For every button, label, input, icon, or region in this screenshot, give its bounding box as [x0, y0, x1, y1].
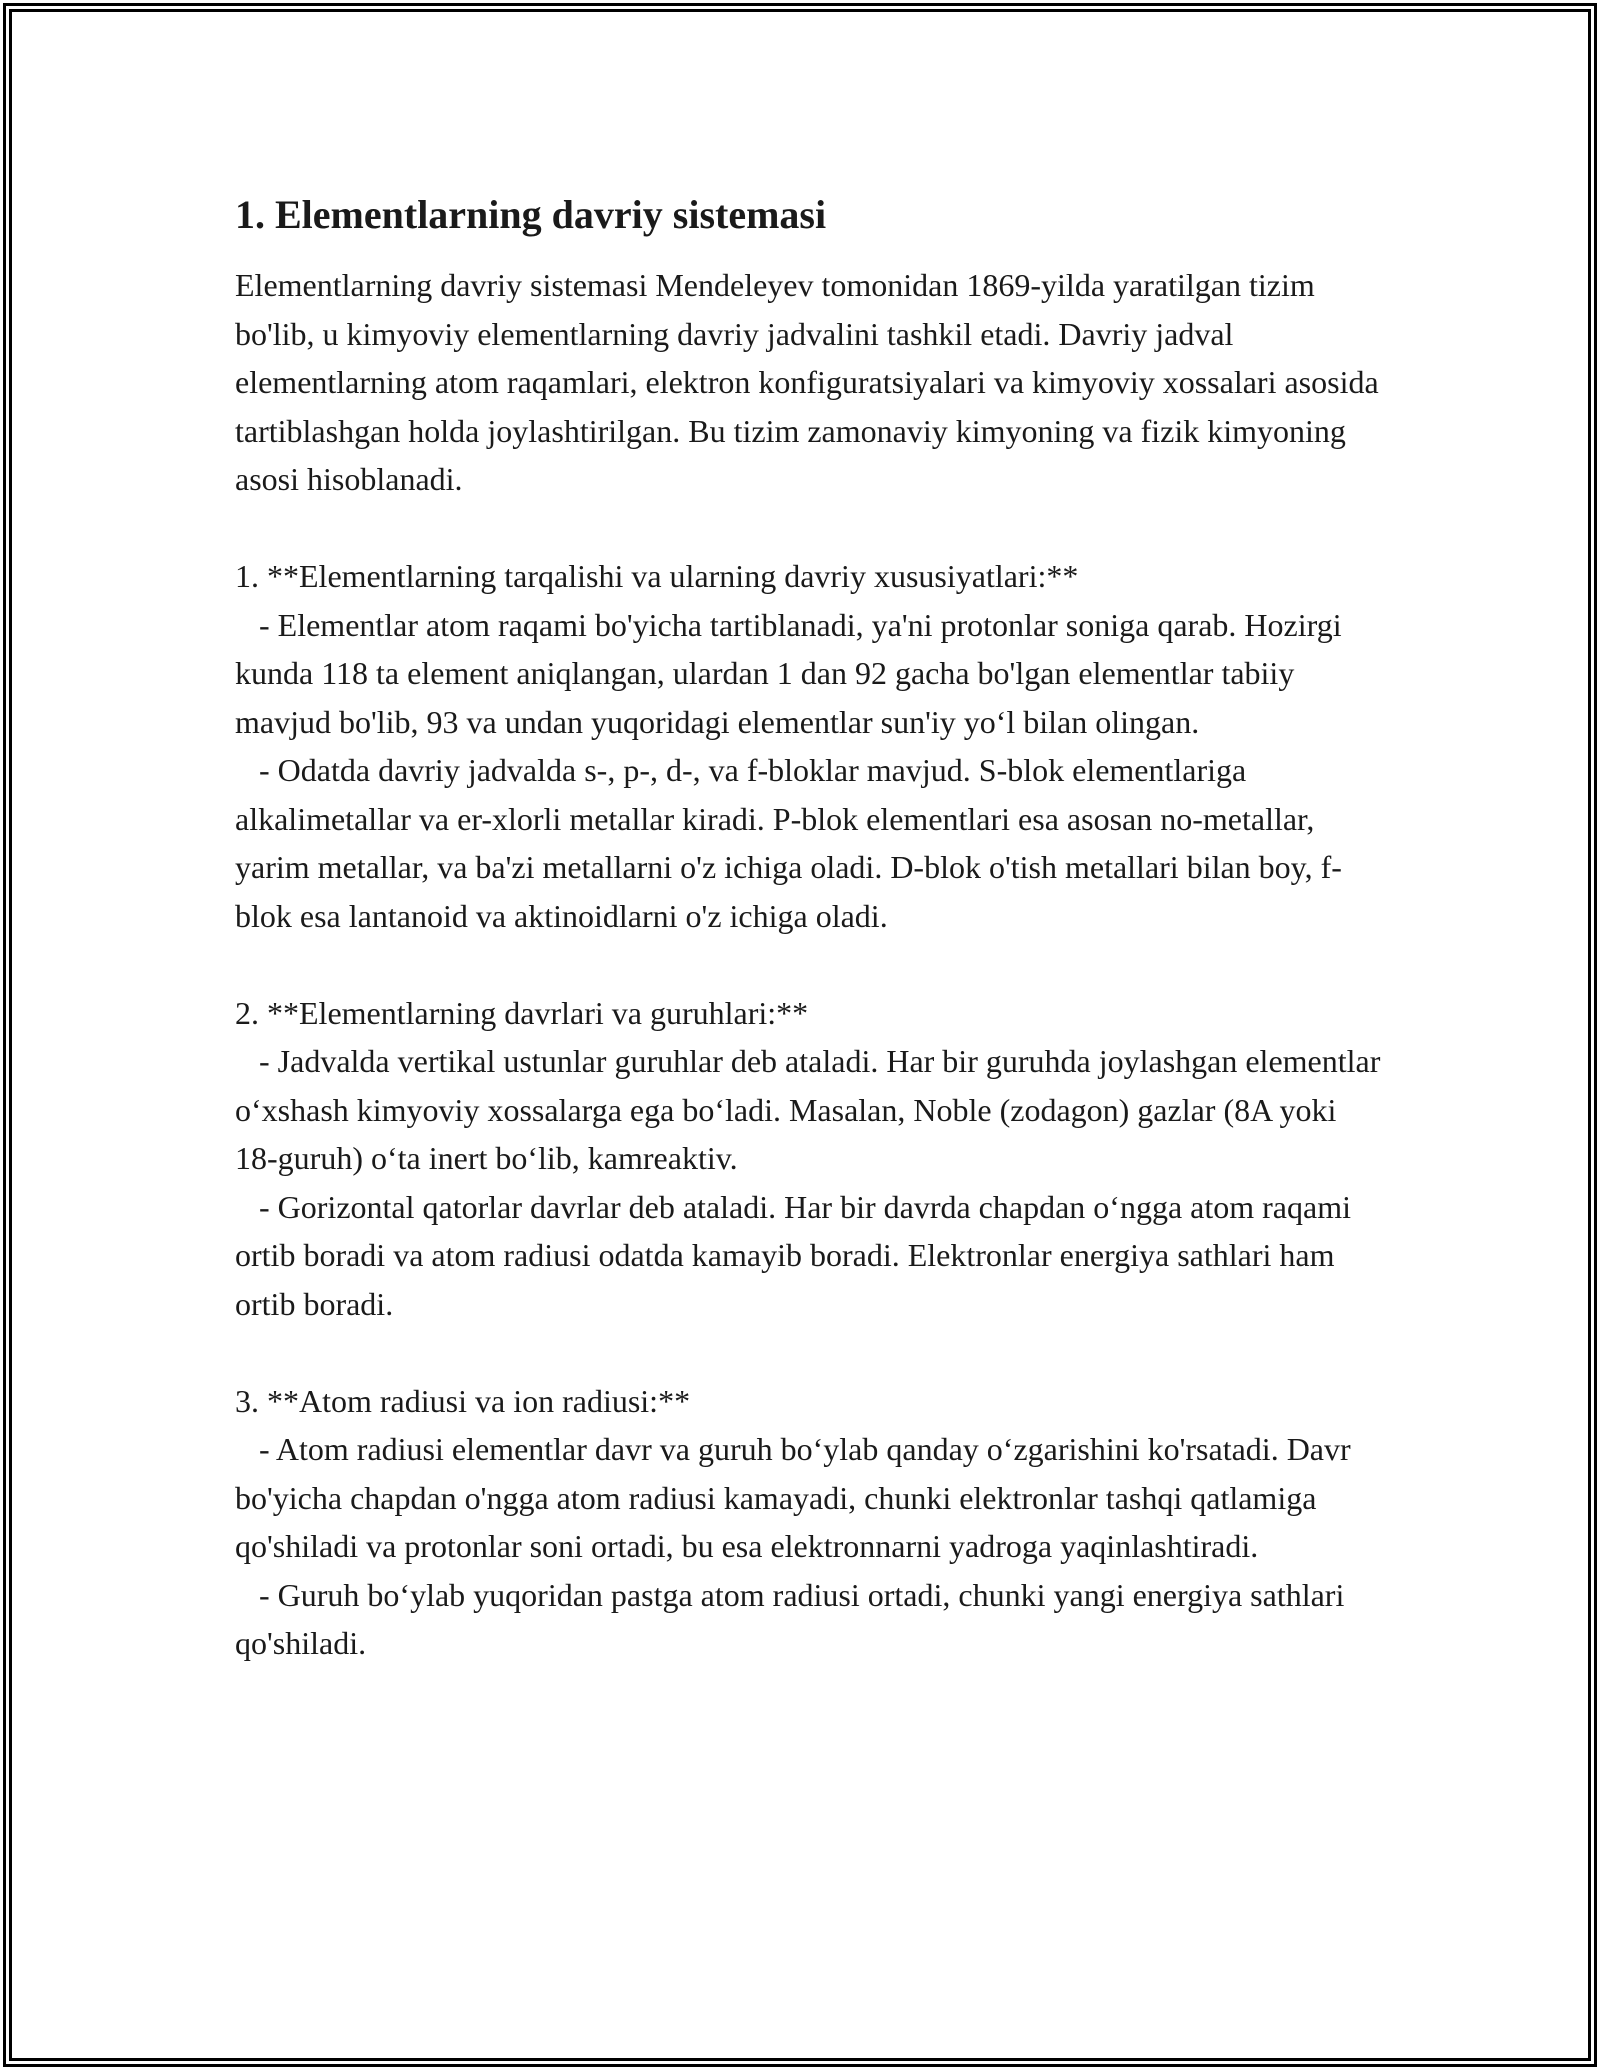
section-item: - Guruh bo‘ylab yuqoridan pastga atom radiusi ortadi, chunki yangi energiya sathlari qo'shiladi.	[235, 1576, 1353, 1661]
section-1	[235, 552, 1385, 940]
paragraph-spacer	[235, 504, 1385, 553]
document-title: 1. Elementlarning davriy sistemasi	[235, 192, 827, 237]
section-item: - Jadvalda vertikal ustunlar guruhlar deb ataladi. Har bir guruhda joylashgan elementlar o‘xshash kimyoviy xossalarga ega bo‘ladi. Masalan, Noble (zodagon) gazlar (8A yoki 18-guruh) o‘ta inert bo‘lib, kamreaktiv.	[235, 1043, 1389, 1176]
document-body	[235, 183, 1389, 1668]
section-item: - Atom radiusi elementlar davr va guruh bo‘ylab qanday o‘zgarishini ko'rsatadi. Davr bo'yicha chapdan o'ngga atom radiusi kamayadi, chunki elektronlar tashqi qatlamiga qo'shiladi va protonlar soni ortadi, bu esa elektronnarni yadroga yaqinlashtiradi.	[235, 1431, 1359, 1564]
section-heading: 3. **Atom radiusi va ion radiusi:**	[235, 1382, 691, 1419]
section-item: - Gorizontal qatorlar davrlar deb ataladi. Har bir davrda chapdan o‘ngga atom raqami ortib boradi va atom radiusi odatda kamayib boradi. Elektronlar energiya sathlari ham ortib boradi.	[235, 1188, 1359, 1322]
section-2	[235, 989, 1389, 1329]
section-heading: 1. **Elementlarning tarqalishi va ularning davriy xususiyatlari:**	[235, 558, 1079, 594]
intro-paragraph: Elementlarning davriy sistemasi Mendeleyev tomonidan 1869-yilda yaratilgan tizim bo'lib, u kimyoviy elementlarning davriy jadvalini tashkil etadi. Davriy jadval elementlarning atom raqamlari, elektron konfiguratsiyalari va kimyoviy xossalari asosida tartiblashgan holda joylashtirilgan. Bu tizim zamonaviy kimyoning va fizik kimyoning asosi hisoblanadi.	[235, 267, 1387, 497]
section-item: - Elementlar atom raqami bo'yicha tartiblanadi, ya'ni protonlar soniga qarab. Hozirgi kunda 118 ta element aniqlangan, ulardan 1 dan 92 gacha bo'lgan elementlar tabiiy mavjud bo'lib, 93 va undan yuqoridagi elementlar sun'iy yo‘l bilan olingan.	[235, 606, 1350, 740]
paragraph-spacer	[235, 1328, 1385, 1377]
section-item: - Odatda davriy jadvalda s-, p-, d-, va f-bloklar mavjud. S-blok elementlariga alkalimetallar va er-xlorli metallar kiradi. P-blok elementlari esa asosan no-metallar, yarim metallar, va ba'zi metallarni o'z ichiga oladi. D-blok o'tish metallari bilan boy, f-blok esa lantanoid va aktinoidlarni o'z ichiga oladi.	[235, 752, 1342, 934]
section-3	[235, 1377, 1385, 1668]
paragraph-spacer	[235, 940, 1385, 989]
section-heading: 2. **Elementlarning davrlari va guruhlari:**	[235, 994, 809, 1031]
